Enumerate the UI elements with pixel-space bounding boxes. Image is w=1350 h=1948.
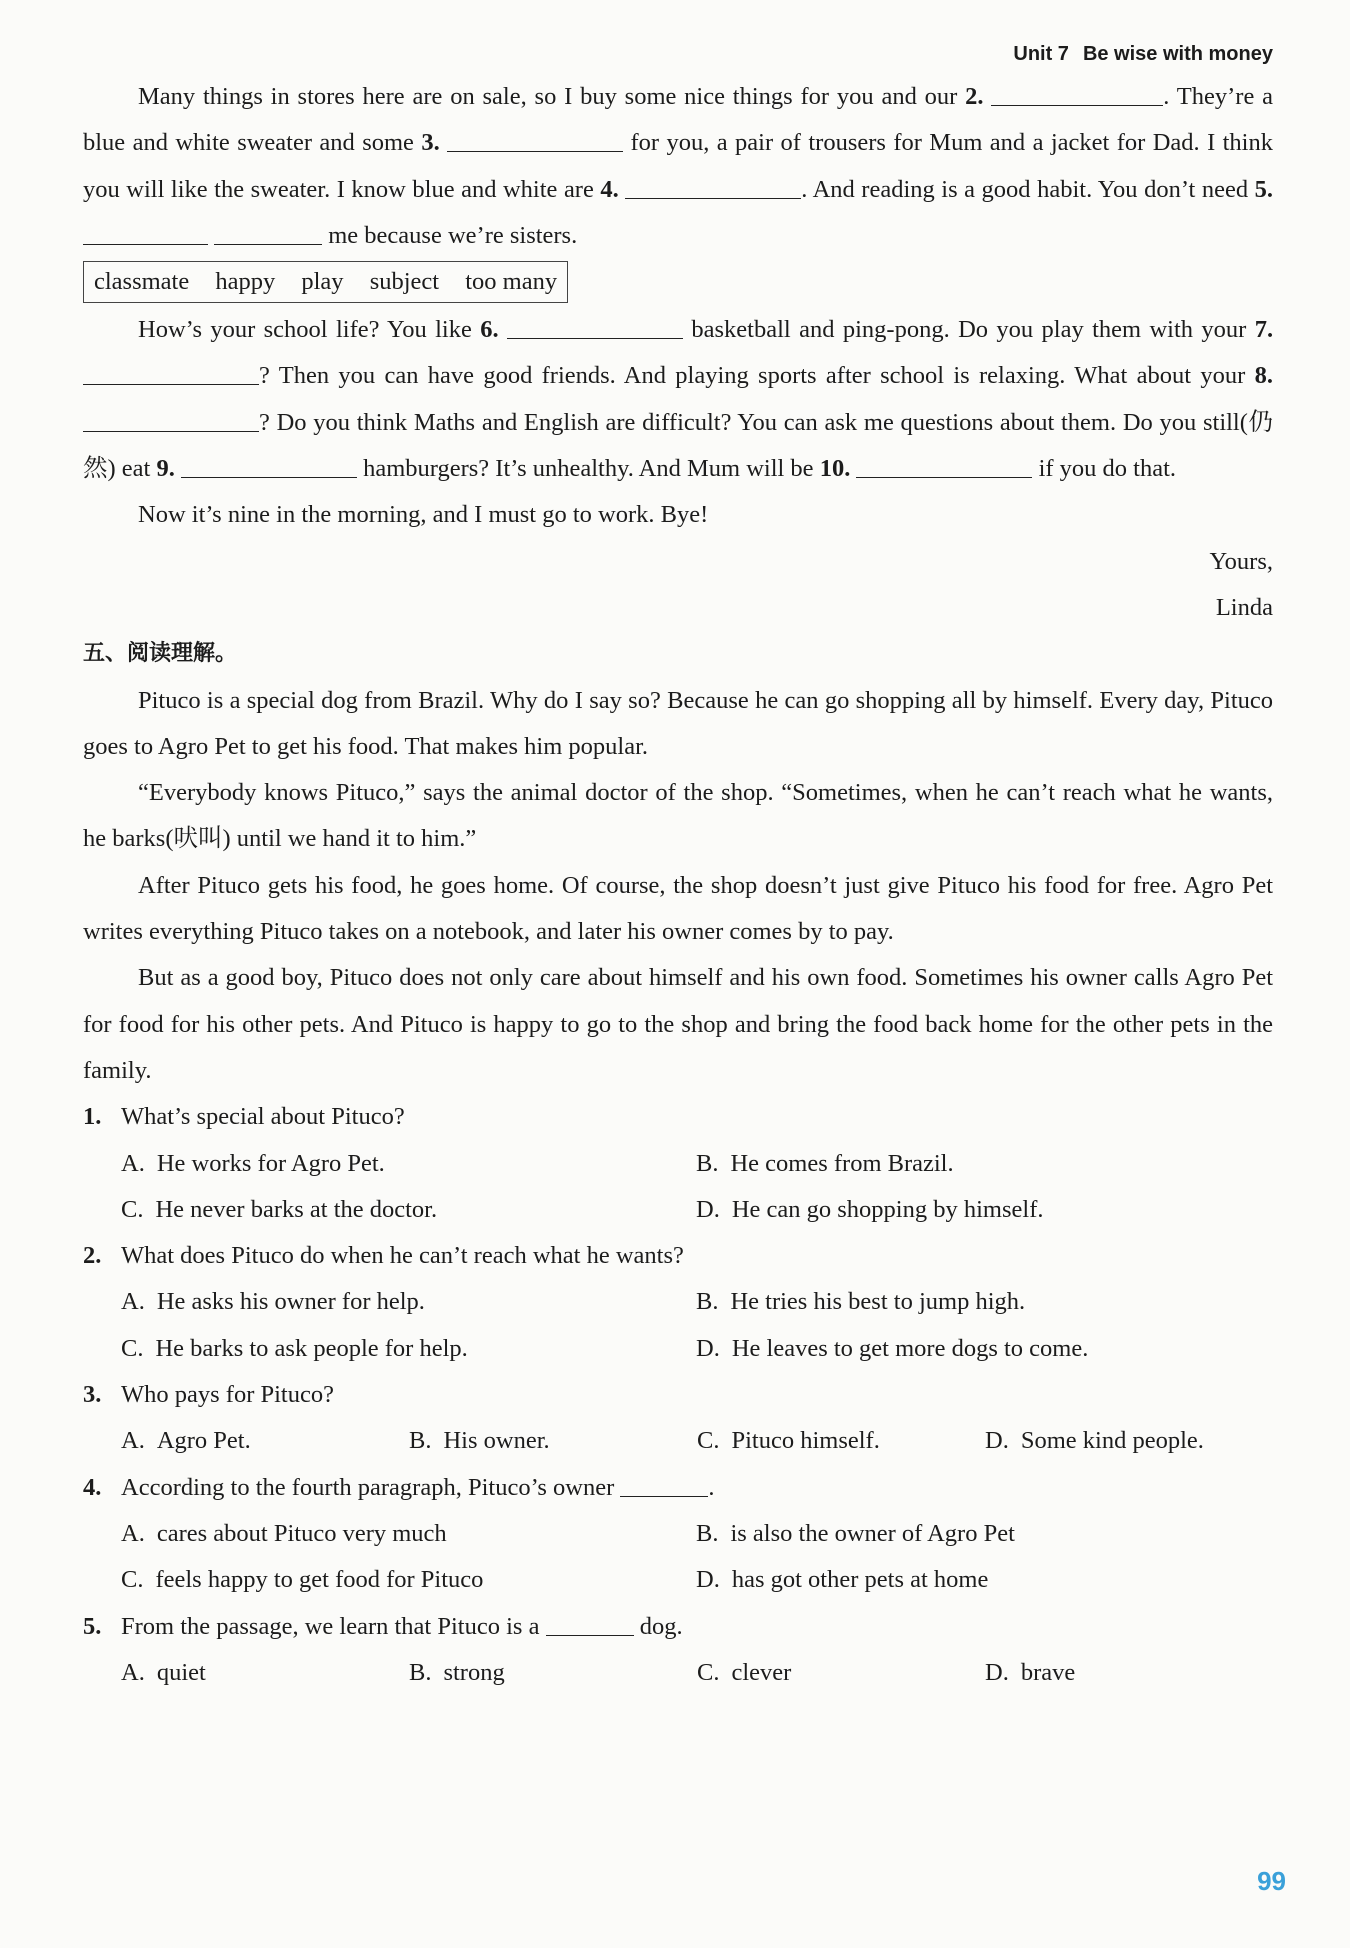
- question-number: 1.: [83, 1103, 102, 1131]
- letter-paragraph-3: Now it’s nine in the morning, and I must go to work. Bye!: [138, 501, 709, 529]
- option-letter: B.: [409, 1658, 432, 1686]
- blank-number-8: 8.: [1254, 362, 1273, 390]
- option-a[interactable]: [121, 1141, 696, 1187]
- option-text: has got other pets at home: [731, 1566, 989, 1594]
- blank-7[interactable]: [83, 358, 259, 385]
- passage-paragraph-4: But as a good boy, Pituco does not only care about himself and his own food. Sometimes his owner calls Agro Pet for food for his other pets. And Pituco is happy to go to the shop and bring the food back home for the other pets in the family.: [83, 964, 1273, 1084]
- option-letter: C.: [121, 1566, 144, 1594]
- option-text: feels happy to get food for Pituco: [155, 1566, 484, 1594]
- option-letter: A.: [121, 1427, 145, 1455]
- option-text: He asks his owner for help.: [156, 1288, 425, 1316]
- question-number: 3.: [83, 1381, 102, 1409]
- option-letter: D.: [696, 1566, 720, 1594]
- letter-signature: Linda: [1215, 593, 1273, 621]
- option-c[interactable]: [121, 1326, 696, 1372]
- page-number: 99: [1257, 1866, 1286, 1896]
- option-text: quiet: [156, 1658, 206, 1686]
- option-c[interactable]: [697, 1650, 985, 1696]
- word-option: play: [301, 268, 344, 296]
- option-letter: C.: [121, 1195, 144, 1223]
- option-d[interactable]: [985, 1650, 1273, 1696]
- text-span: . And reading is a good habit. You don’t need: [801, 175, 1249, 203]
- question-1: [83, 1094, 1273, 1140]
- text-span: How’s your school life? You like: [138, 316, 472, 344]
- passage-paragraph-3: After Pituco gets his food, he goes home. Of course, the shop doesn’t just give Pituco his food for free. Agro Pet writes everything Pituco takes on a notebook, and later his owner comes by to pay.: [83, 871, 1273, 946]
- question-text: Who pays for Pituco?: [121, 1381, 334, 1409]
- answer-blank[interactable]: [620, 1470, 708, 1497]
- option-b[interactable]: [696, 1141, 1271, 1187]
- option-letter: C.: [697, 1427, 720, 1455]
- blank-number-6: 6.: [480, 316, 499, 344]
- option-text: Agro Pet.: [156, 1427, 251, 1455]
- blank-8[interactable]: [83, 405, 259, 432]
- option-letter: A.: [121, 1288, 145, 1316]
- blank-10[interactable]: [856, 451, 1032, 478]
- word-option: subject: [369, 268, 440, 296]
- blank-number-10: 10.: [819, 455, 851, 483]
- blank-number-4: 4.: [600, 175, 619, 203]
- question-2-options-row-1: [83, 1279, 1273, 1325]
- blank-9[interactable]: [181, 451, 357, 478]
- option-d[interactable]: [696, 1187, 1271, 1233]
- option-d[interactable]: [696, 1326, 1271, 1372]
- option-text: He can go shopping by himself.: [731, 1195, 1044, 1223]
- word-box-row: [83, 259, 1273, 307]
- question-1-options-row-1: [83, 1141, 1273, 1187]
- question-5-options: [83, 1650, 1273, 1696]
- passage-paragraph-1: Pituco is a special dog from Brazil. Why do I say so? Because he can go shopping all by himself. Every day, Pituco goes to Agro Pet to get his food. That makes him popular.: [83, 686, 1273, 760]
- option-text: His owner.: [443, 1427, 550, 1455]
- question-5: [83, 1604, 1273, 1650]
- option-b[interactable]: [696, 1279, 1271, 1325]
- question-3: [83, 1372, 1273, 1418]
- option-c[interactable]: [697, 1418, 985, 1464]
- question-4-options-row-1: [83, 1511, 1273, 1557]
- question-text: From the passage, we learn that Pituco is a: [121, 1612, 540, 1640]
- question-text: What’s special about Pituco?: [121, 1103, 405, 1131]
- word-box: [83, 261, 568, 303]
- blank-2[interactable]: [991, 79, 1163, 106]
- blank-4[interactable]: [625, 172, 801, 199]
- option-b[interactable]: [409, 1418, 697, 1464]
- option-letter: D.: [696, 1334, 720, 1362]
- option-text: He leaves to get more dogs to come.: [731, 1334, 1089, 1362]
- question-text: What does Pituco do when he can’t reach what he wants?: [121, 1242, 684, 1270]
- question-text: According to the fourth paragraph, Pituco’s owner: [121, 1473, 615, 1501]
- option-letter: A.: [121, 1658, 145, 1686]
- question-4-options-row-2: [83, 1557, 1273, 1603]
- option-b[interactable]: [696, 1511, 1271, 1557]
- option-letter: A.: [121, 1149, 145, 1177]
- blank-number-3: 3.: [421, 129, 440, 157]
- option-d[interactable]: [696, 1557, 1271, 1603]
- option-text: He comes from Brazil.: [730, 1149, 954, 1177]
- option-letter: B.: [696, 1288, 719, 1316]
- question-4: [83, 1465, 1273, 1511]
- option-letter: B.: [696, 1519, 719, 1547]
- option-b[interactable]: [409, 1650, 697, 1696]
- option-text: cares about Pituco very much: [156, 1519, 447, 1547]
- text-span: if you do that.: [1038, 455, 1177, 483]
- blank-number-7: 7.: [1254, 316, 1274, 344]
- blank-number-5: 5.: [1254, 175, 1274, 203]
- blank-6[interactable]: [507, 312, 683, 339]
- option-c[interactable]: [121, 1557, 696, 1603]
- section-title: 五、阅读理解。: [83, 641, 238, 667]
- option-letter: B.: [409, 1427, 432, 1455]
- letter-paragraph-2: [83, 307, 1273, 492]
- question-number: 5.: [83, 1612, 102, 1640]
- option-text: He works for Agro Pet.: [156, 1149, 385, 1177]
- option-text: brave: [1020, 1658, 1076, 1686]
- question-1-options-row-2: [83, 1187, 1273, 1233]
- option-letter: C.: [697, 1658, 720, 1686]
- option-d[interactable]: [985, 1418, 1273, 1464]
- option-a[interactable]: [121, 1279, 696, 1325]
- text-span: ? Then you can have good friends. And playing sports after school is relaxing. What about your: [259, 362, 1246, 390]
- blank-5a[interactable]: [83, 218, 208, 245]
- option-letter: D.: [985, 1658, 1009, 1686]
- letter-paragraph-1: [83, 74, 1273, 259]
- blank-3[interactable]: [447, 125, 623, 152]
- question-3-options: [83, 1418, 1273, 1464]
- text-span: for you, a pair of trousers for Mum and a jacket for Dad. I think you will like the sweater. I know blue and white are: [83, 129, 1273, 203]
- question-2-options-row-2: [83, 1326, 1273, 1372]
- option-a[interactable]: [121, 1650, 409, 1696]
- option-c[interactable]: [121, 1187, 696, 1233]
- blank-number-2: 2.: [965, 83, 984, 110]
- text-span: ? Do you think Maths and English are difficult? You can ask me questions about them. Do you still(仍然) eat: [83, 408, 1273, 483]
- letter-closing: Yours,: [1209, 547, 1273, 575]
- word-option: too many: [465, 268, 558, 296]
- option-text: strong: [443, 1658, 505, 1686]
- question-text-end: .: [708, 1473, 715, 1501]
- text-span: Many things in stores here are on sale, so I buy some nice things for you and our: [138, 83, 958, 110]
- text-span: hamburgers? It’s unhealthy. And Mum will be: [363, 455, 814, 483]
- option-letter: C.: [121, 1334, 144, 1362]
- question-number: 4.: [83, 1473, 102, 1501]
- blank-number-9: 9.: [156, 455, 175, 483]
- option-text: clever: [731, 1658, 792, 1686]
- page-content: [83, 36, 1273, 1696]
- answer-blank[interactable]: [546, 1609, 634, 1636]
- question-text-end: dog.: [639, 1612, 683, 1640]
- word-option: happy: [215, 268, 276, 296]
- running-header: [83, 34, 1273, 74]
- option-letter: D.: [696, 1195, 720, 1223]
- option-a[interactable]: [121, 1418, 409, 1464]
- question-number: 2.: [83, 1242, 102, 1270]
- option-text: He tries his best to jump high.: [730, 1288, 1026, 1316]
- option-a[interactable]: [121, 1511, 696, 1557]
- blank-5b[interactable]: [214, 218, 322, 245]
- word-option: classmate: [94, 268, 190, 296]
- header-title: Be wise with money: [1082, 43, 1273, 65]
- text-span: . They’re a blue and white sweater and some: [83, 83, 1274, 157]
- text-span: me because we’re sisters.: [328, 221, 578, 249]
- question-2: [83, 1233, 1273, 1279]
- header-unit: Unit 7: [1013, 43, 1069, 65]
- option-text: Pituco himself.: [731, 1427, 880, 1455]
- option-text: is also the owner of Agro Pet: [730, 1519, 1015, 1547]
- option-letter: A.: [121, 1519, 145, 1547]
- option-letter: B.: [696, 1149, 719, 1177]
- passage-paragraph-2: “Everybody knows Pituco,” says the animal doctor of the shop. “Sometimes, when he can’t reach what he wants, he barks(吠叫) until we hand it to him.”: [83, 779, 1273, 853]
- option-text: He never barks at the doctor.: [155, 1195, 438, 1223]
- option-text: He barks to ask people for help.: [155, 1334, 468, 1362]
- text-span: basketball and ping-pong. Do you play them with your: [691, 316, 1247, 344]
- option-text: Some kind people.: [1020, 1427, 1204, 1455]
- option-letter: D.: [985, 1427, 1009, 1455]
